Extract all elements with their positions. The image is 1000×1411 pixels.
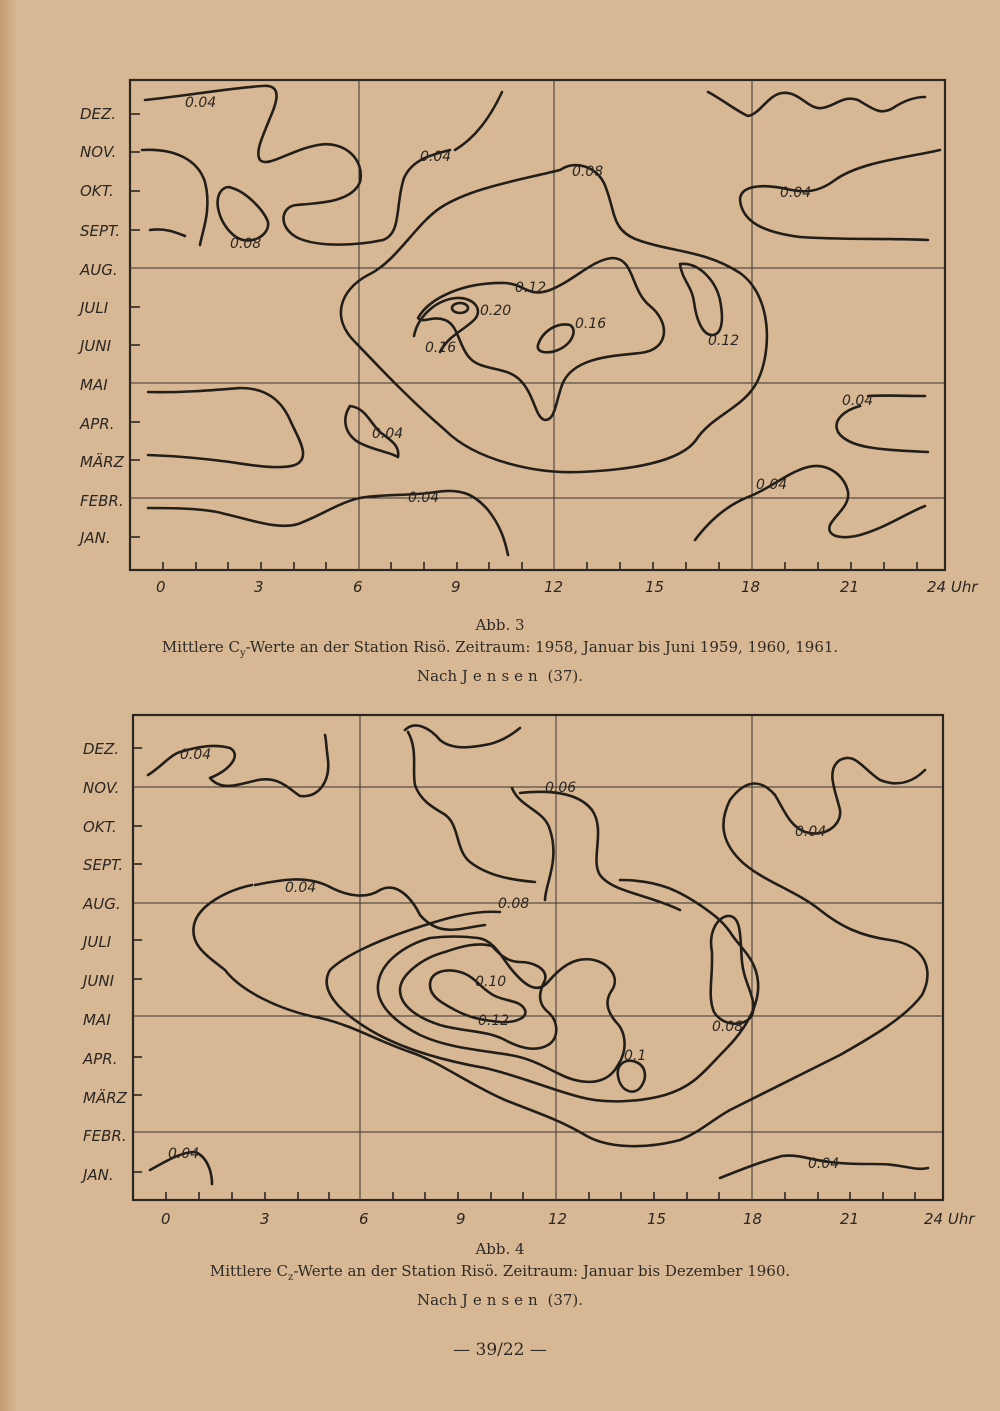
figure-4 [0,700,1000,1320]
month-labels [80,740,128,1184]
contour-label: 0.1 [624,1048,647,1064]
month-label: APR. [80,415,115,433]
hour-label: 18 [743,1210,763,1228]
hour-label: 12 [544,578,564,596]
month-label: OKT. [80,182,114,200]
contour-label: 0.08 [712,1019,744,1035]
hour-labels [161,1210,975,1228]
hour-label: 9 [451,578,461,596]
hour-label: 3 [254,578,264,596]
contour-label: 0.08 [230,236,262,252]
hour-label: 15 [647,1210,667,1228]
contour-labels [185,95,873,506]
month-label: SEPT. [80,222,121,240]
contour-chart-4 [0,700,1000,1240]
chart-frame [130,80,945,570]
hour-label: 12 [548,1210,568,1228]
hour-label: 0 [156,578,166,596]
month-ticks [130,114,140,537]
chart-frame [133,715,943,1200]
page-number: — 39/22 — [453,1340,547,1360]
contour-label: 0.12 [478,1013,510,1029]
month-label: SEPT. [83,856,124,874]
contour-label: 0.04 [168,1146,200,1162]
contour-label: 0.20 [480,303,512,319]
month-label: FEBR. [80,492,124,510]
hour-label: 24 Uhr [924,1210,975,1228]
month-label: MÄRZ [83,1089,127,1107]
contour-lines [142,86,940,555]
hour-label: 18 [741,578,761,596]
month-label: OKT. [83,818,117,836]
hour-label: 24 Uhr [927,578,978,596]
caption-3 [0,614,1000,687]
month-label: AUG. [80,261,118,279]
contour-chart-3 [0,0,1000,620]
contour-label: 0.16 [425,340,457,356]
contour-label: 0.04 [285,880,317,896]
hour-label: 21 [840,578,860,596]
figure-3 [0,0,1000,700]
month-label: FEBR. [83,1127,127,1145]
contour-label: 0.04 [185,95,217,111]
hour-label: 9 [456,1210,466,1228]
month-label: JULI [80,299,109,317]
contour-lines [148,725,928,1184]
hour-label: 0 [161,1210,171,1228]
caption-number: Abb. 3 [475,616,525,634]
contour-label: 0.08 [572,164,604,180]
month-label: APR. [83,1050,118,1068]
month-label: JAN. [83,1166,114,1184]
hour-ticks [163,562,917,570]
month-label: MAI [80,376,108,394]
caption-source: Nach Jensen (37). [416,1291,584,1309]
month-label: DEZ. [80,105,117,123]
caption-number: Abb. 4 [475,1240,525,1258]
contour-label: 0.04 [756,477,788,493]
hour-label: 6 [359,1210,369,1228]
month-label: MÄRZ [80,453,124,471]
month-label: JAN. [80,529,111,547]
hour-label: 6 [353,578,363,596]
contour-label: 0.04 [420,149,452,165]
hour-labels [156,578,978,596]
hour-label: 15 [645,578,665,596]
hour-label: 21 [840,1210,860,1228]
contour-label: 0.16 [575,316,607,332]
contour-label: 0.12 [515,280,547,296]
caption-line: Mittlere $C_y$-Werte an der Station Risö. Zeitraum: 1958, Januar bis Juni 1959, 1960, 1961. [161,638,839,659]
month-label: JULI [83,933,112,951]
contour-label: 0.04 [408,490,440,506]
caption-source: Nach Jensen (37). [416,667,584,685]
contour-label: 0.08 [498,896,530,912]
hour-ticks [166,1192,915,1200]
contour-label: 0.04 [795,824,827,840]
hour-label: 3 [260,1210,270,1228]
month-label: MAI [83,1011,111,1029]
contour-label: 0.04 [780,185,812,201]
month-label: DEZ. [83,740,120,758]
month-label: AUG. [83,895,121,913]
caption-4 [0,1238,1000,1311]
contour-label: 0.04 [808,1156,840,1172]
month-label: NOV. [83,779,120,797]
month-label: JUNI [80,337,112,355]
contour-label: 0.06 [545,780,577,796]
contour-label: 0.04 [842,393,874,409]
month-ticks [133,748,142,1172]
contour-label: 0.12 [708,333,740,349]
contour-label: 0.04 [180,747,212,763]
month-labels [77,105,125,547]
month-label: NOV. [80,143,117,161]
month-label: JUNI [83,972,115,990]
contour-label: 0.10 [475,974,507,990]
contour-label: 0.04 [372,426,404,442]
caption-line: Mittlere $C_z$-Werte an der Station Risö. Zeitraum: Januar bis Dezember 1960. [209,1262,791,1283]
